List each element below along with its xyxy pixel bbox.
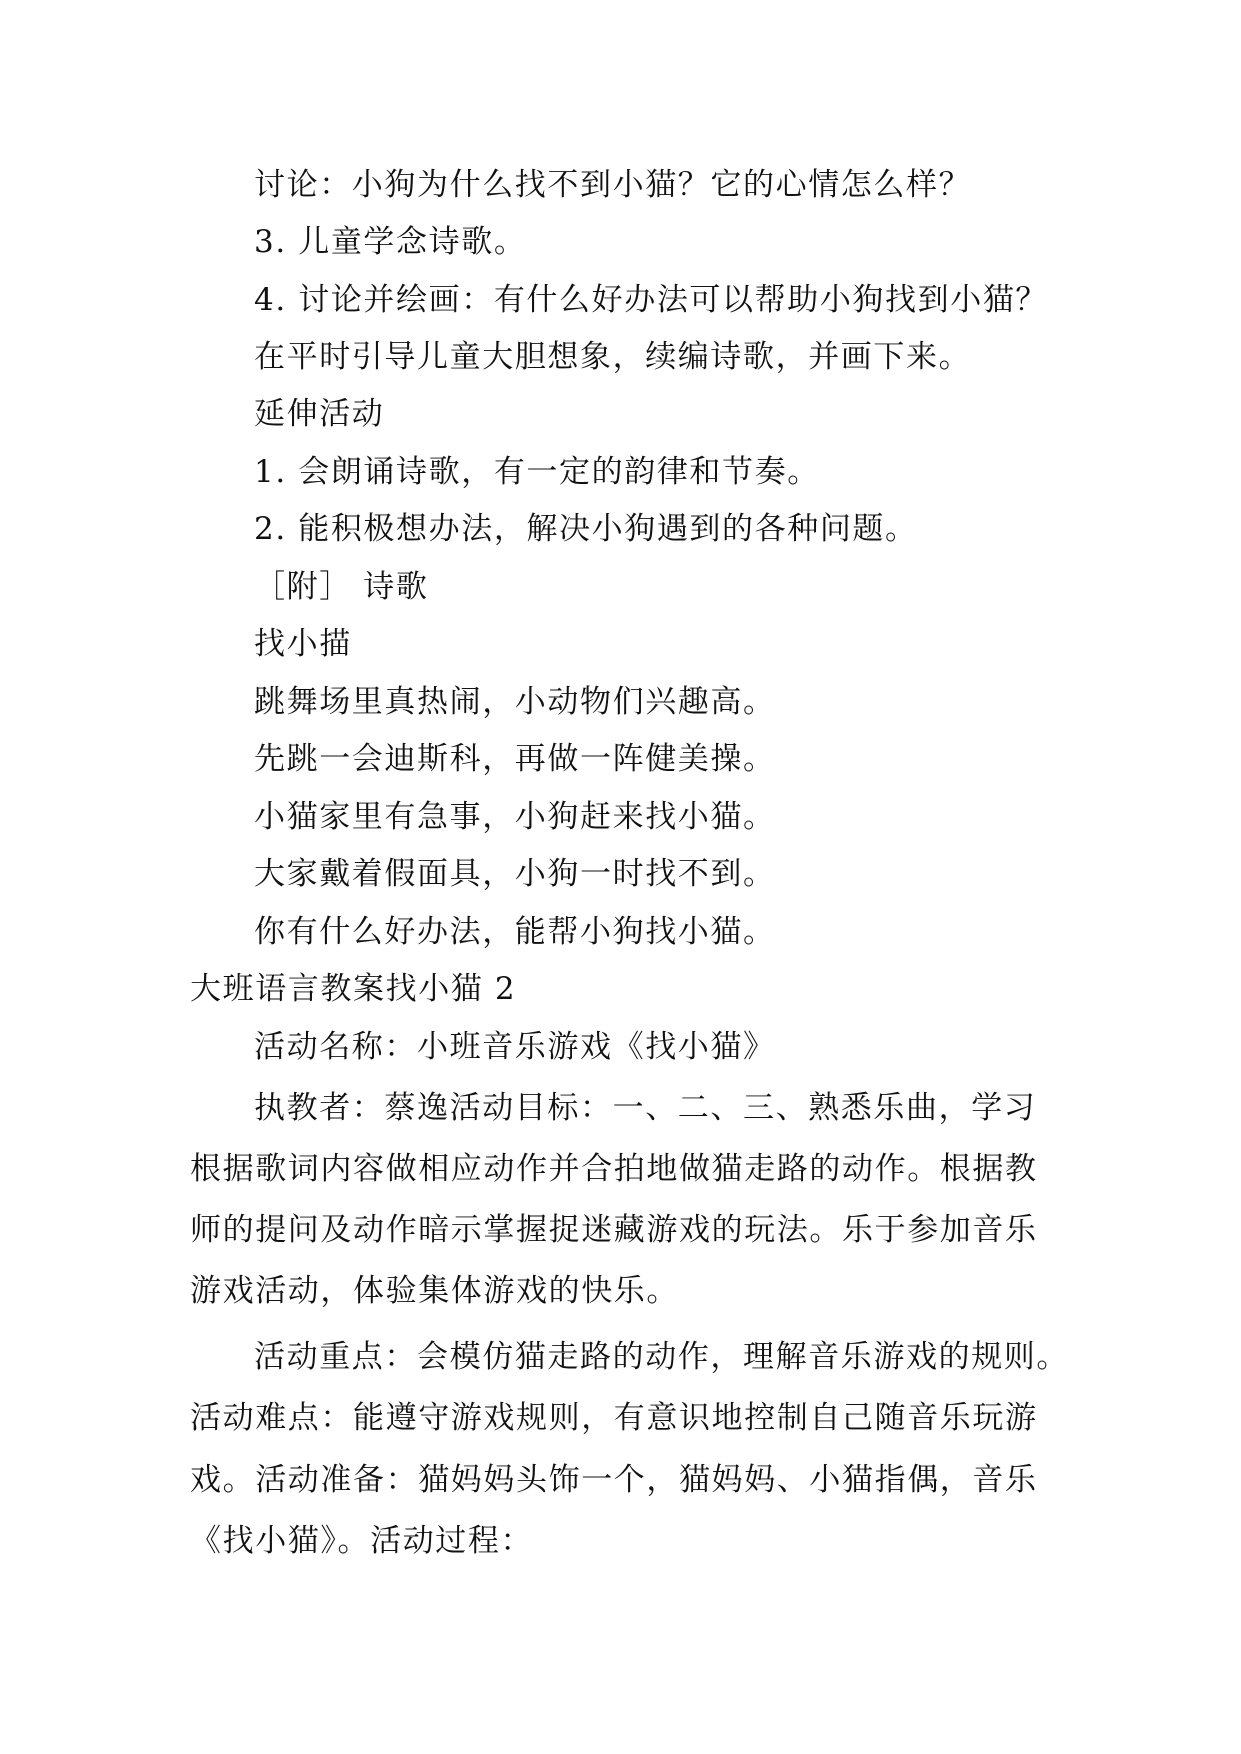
poem-line: 小猫家里有急事，小狗赶来找小猫。 [254,799,776,835]
activity-name: 活动名称：小班音乐游戏《找小猫》 [254,1029,776,1065]
text-line: 2. 能积极想办法，解决小狗遇到的各种问题。 [254,511,918,547]
paragraph-line: 根据歌词内容做相应动作并合拍地做猫走路的动作。根据教 [190,1151,1038,1187]
poem-line: 先跳一会迪斯科，再做一阵健美操。 [254,741,776,777]
text-line: 讨论：小狗为什么找不到小猫？它的心情怎么样？ [254,167,972,203]
poem-line: 跳舞场里真热闹，小动物们兴趣高。 [254,684,776,720]
text-line: 在平时引导儿童大胆想象，续编诗歌，并画下来。 [254,339,972,375]
paragraph-line: 活动重点：会模仿猫走路的动作，理解音乐游戏的规则。 [254,1339,1069,1375]
poem-line: 你有什么好办法，能帮小狗找小猫。 [254,914,776,950]
text-line: 4. 讨论并绘画：有什么好办法可以帮助小狗找到小猫？ [254,282,1049,318]
paragraph-line: 活动难点：能遵守游戏规则，有意识地控制自己随音乐玩游 [190,1400,1038,1436]
appendix-label: ［附］ 诗歌 [254,569,429,605]
paragraph-line: 师的提问及动作暗示掌握捉迷藏游戏的玩法。乐于参加音乐 [190,1212,1038,1248]
paragraph-line: 《找小猫》。活动过程： [190,1523,534,1559]
poem-title: 找小描 [254,626,352,662]
paragraph-line: 游戏活动，体验集体游戏的快乐。 [190,1273,679,1309]
poem-line: 大家戴着假面具，小狗一时找不到。 [254,856,776,892]
text-line: 3. 儿童学念诗歌。 [254,224,527,260]
paragraph-line: 执教者：蔡逸活动目标：一、二、三、熟悉乐曲，学习 [254,1090,1037,1126]
paragraph-line: 戏。活动准备：猫妈妈头饰一个，猫妈妈、小猫指偶，音乐 [190,1462,1038,1498]
section-title: 大班语言教案找小猫 2 [190,971,517,1007]
subheading: 延伸活动 [254,396,385,432]
text-line: 1. 会朗诵诗歌，有一定的韵律和节奏。 [254,454,820,490]
